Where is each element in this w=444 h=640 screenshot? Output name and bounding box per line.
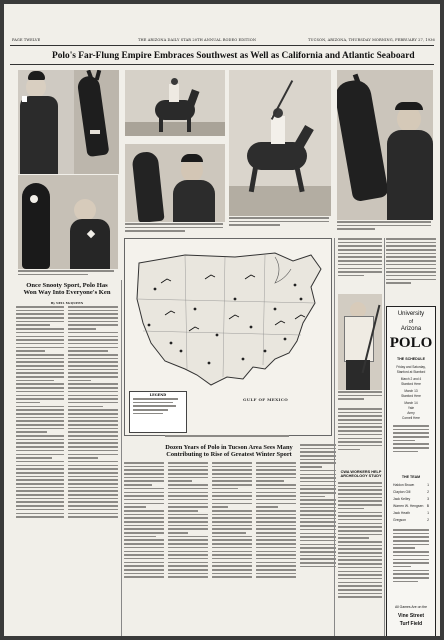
banner-headline: Polo's Far-Flung Empire Embraces Southwest as Well as California and Atlantic Seaboard bbox=[52, 51, 415, 61]
caption-mallet-photo bbox=[338, 391, 382, 405]
schedule-line: March 2 and 4 bbox=[400, 377, 422, 381]
left-story-col-1 bbox=[16, 306, 64, 636]
ad-footer-line-2: Vine Street bbox=[397, 613, 425, 619]
team-row bbox=[393, 511, 429, 515]
ad-footer-line-1: All Games Are on the bbox=[394, 605, 428, 609]
column-rule bbox=[384, 238, 385, 636]
team-row bbox=[393, 490, 429, 494]
left-story-headline bbox=[14, 283, 120, 297]
left-story-col-2 bbox=[68, 306, 118, 636]
team-pos: 1 bbox=[427, 511, 429, 515]
team-name: Warren W. Hengsen bbox=[393, 504, 424, 508]
schedule-line: Friday and Saturday, bbox=[396, 365, 426, 369]
team-name: Jack Heath bbox=[393, 511, 410, 515]
photo-horse-head bbox=[74, 70, 119, 174]
photo-owner-and-horse bbox=[125, 144, 225, 222]
right-column-text-top bbox=[338, 238, 382, 292]
ad-team-notes bbox=[393, 529, 429, 599]
ad-footer-line-3: Turf Field bbox=[399, 621, 423, 627]
gulf-of-mexico-label: GULF OF MEXICO bbox=[243, 397, 288, 402]
team-row bbox=[393, 497, 429, 501]
schedule-line: Stanford at Stanford bbox=[396, 370, 426, 374]
ad-team-title: THE TEAM bbox=[401, 475, 421, 479]
ad-polo-title: POLO bbox=[389, 335, 433, 351]
bottom-headline-line-2: Contributing to Rise of Greatest Winter Sport bbox=[166, 450, 292, 458]
team-row bbox=[393, 483, 429, 487]
left-story-byline: By NEIL McQUEEN bbox=[50, 301, 84, 305]
schedule-line: Cornell Here bbox=[402, 416, 420, 420]
edition-line: THE ARIZONA DAILY STAR 20TH ANNUAL RODEO EDITION bbox=[138, 38, 257, 42]
schedule-line: Army bbox=[407, 411, 415, 415]
right-column-text-mid bbox=[338, 408, 382, 470]
ad-schedule-notes bbox=[393, 425, 429, 465]
photo-player-with-mallet bbox=[338, 294, 382, 390]
team-pos: 3 bbox=[427, 497, 429, 501]
newspaper-page bbox=[4, 4, 440, 636]
dateline: TUCSON, ARIZONA, THURSDAY MORNING, FEBRUARY 27, 1936 bbox=[308, 38, 435, 42]
bottom-headline-line-1: Dozen Years of Polo in Tucson Area Sees Many bbox=[165, 444, 293, 451]
bottom-story-col-1 bbox=[124, 462, 164, 636]
bottom-story-col-5 bbox=[300, 444, 336, 636]
ad-arizona: Arizona bbox=[400, 326, 422, 332]
team-name: Clayton Gill bbox=[393, 490, 411, 494]
bottom-story-col-2 bbox=[168, 462, 208, 636]
map-caption bbox=[124, 435, 330, 440]
photo-rider-mounted bbox=[125, 70, 225, 136]
photo-player-with-horse bbox=[18, 175, 118, 269]
banner-rule bbox=[10, 64, 434, 65]
ad-schedule-title: THE SCHEDULE bbox=[397, 357, 425, 361]
cwa-headline-line-1: CWA WORKERS HELP bbox=[340, 470, 382, 474]
team-pos: 2 bbox=[427, 490, 429, 494]
right-column-text-top-2 bbox=[386, 238, 436, 302]
left-headline-line-1: Once Snooty Sport, Polo Has bbox=[26, 282, 108, 289]
cwa-headline bbox=[338, 470, 384, 479]
column-rule bbox=[121, 280, 122, 636]
team-name: Haldon Brown bbox=[393, 483, 415, 487]
column-rule bbox=[334, 238, 335, 636]
cwa-story-body bbox=[338, 482, 382, 636]
schedule-line: March 13 bbox=[404, 389, 418, 393]
masthead-rule bbox=[10, 45, 434, 46]
team-name: Gregson bbox=[393, 518, 407, 522]
schedule-line: March 14 bbox=[404, 401, 418, 405]
schedule-line: Stanford Here bbox=[401, 394, 421, 398]
polo-map-of-us bbox=[124, 238, 332, 436]
cwa-headline-line-2: ARCHEOLOGY STUDY bbox=[340, 474, 382, 479]
team-row bbox=[393, 504, 429, 508]
team-name: Jack Kelley bbox=[393, 497, 411, 501]
ad-of: of bbox=[408, 319, 414, 325]
polo-schedule-ad bbox=[386, 306, 436, 636]
bottom-story-col-4 bbox=[256, 462, 296, 636]
team-pos: B bbox=[426, 504, 429, 508]
caption-right-photo bbox=[337, 221, 433, 235]
team-row bbox=[393, 518, 429, 522]
bottom-story-col-3 bbox=[212, 462, 252, 636]
photo-horse-and-trainer bbox=[337, 70, 433, 220]
left-headline-line-2: Won Way Into Everyone's Ken bbox=[23, 288, 111, 296]
team-pos: 1 bbox=[427, 483, 429, 487]
caption-action-photo bbox=[229, 217, 331, 231]
photo-polo-action bbox=[229, 70, 331, 216]
ad-university: University bbox=[397, 311, 425, 317]
schedule-line: Stanford Here bbox=[401, 382, 421, 386]
caption-left-photos bbox=[18, 270, 118, 280]
photo-player-portrait bbox=[18, 70, 74, 174]
legend-title: LEGEND bbox=[149, 393, 167, 397]
map-legend bbox=[129, 391, 187, 433]
team-pos: 2 bbox=[427, 518, 429, 522]
page-label: PAGE TWELVE bbox=[12, 38, 41, 42]
caption-mid-photos bbox=[125, 223, 225, 237]
schedule-line: Yale bbox=[407, 406, 415, 410]
